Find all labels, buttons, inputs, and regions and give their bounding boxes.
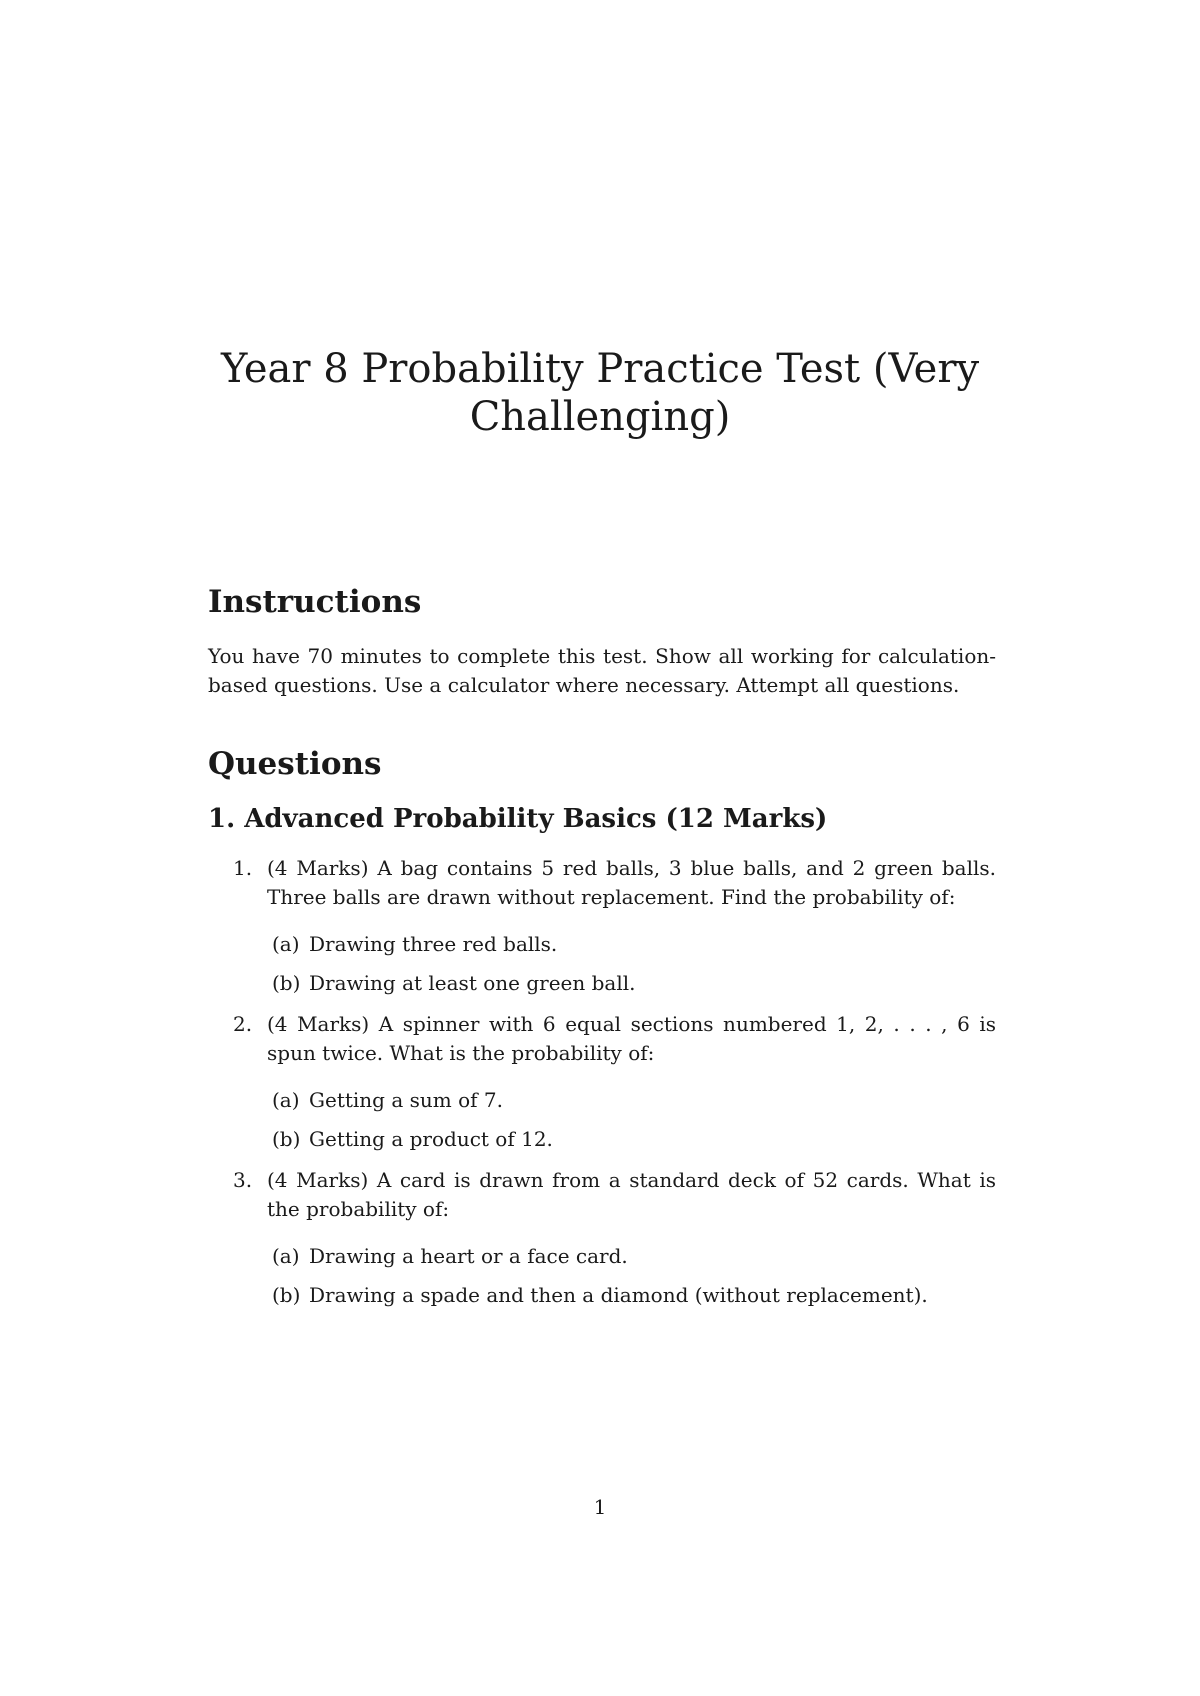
question-number: 1. — [233, 856, 253, 880]
part-label: (b) — [272, 971, 301, 995]
question-text: (4 Marks) A card is drawn from a standard deck of 52 cards. What is the probability of: — [267, 1168, 996, 1221]
page-number: 1 — [593, 1495, 607, 1519]
question-text: (4 Marks) A bag contains 5 red balls, 3 blue balls, and 2 green balls. Three balls are drawn without replacement. Find the probability of: — [267, 856, 996, 909]
question-parts — [267, 1086, 996, 1154]
question-part — [267, 930, 996, 959]
part-label: (a) — [272, 932, 300, 956]
part-text: Getting a product of 12. — [309, 1127, 553, 1151]
question-number: 3. — [233, 1168, 253, 1192]
question-part — [267, 1242, 996, 1271]
part-label: (a) — [272, 1244, 300, 1268]
question-part — [267, 1281, 996, 1310]
instructions-heading: Instructions — [208, 584, 422, 620]
part-text: Drawing a spade and then a diamond (without replacement). — [309, 1283, 928, 1307]
question-number: 2. — [233, 1012, 253, 1036]
part-label: (a) — [272, 1088, 300, 1112]
question-parts — [267, 1242, 996, 1310]
question-1 — [208, 854, 996, 998]
instructions-text: You have 70 minutes to complete this test. Show all working for calculation-based questions. Use a calculator where necessary. Attempt all questions. — [208, 644, 996, 697]
part-label: (b) — [272, 1283, 301, 1307]
questions-heading: Questions — [208, 746, 382, 782]
questions-section — [208, 745, 996, 1320]
question-parts — [267, 930, 996, 998]
part-label: (b) — [272, 1127, 301, 1151]
question-part — [267, 969, 996, 998]
question-list — [208, 854, 996, 1310]
part-text: Drawing at least one green ball. — [309, 971, 636, 995]
question-part — [267, 1125, 996, 1154]
question-text: (4 Marks) A spinner with 6 equal sections numbered 1, 2, . . . , 6 is spun twice. What is the probability of: — [267, 1012, 996, 1065]
question-2 — [208, 1010, 996, 1154]
question-3 — [208, 1166, 996, 1310]
part-text: Getting a sum of 7. — [309, 1088, 503, 1112]
section-1-heading: 1. Advanced Probability Basics (12 Marks) — [208, 804, 828, 834]
document-title: Year 8 Probability Practice Test (Very Challenging) — [220, 346, 980, 440]
instructions-section — [208, 583, 996, 700]
part-text: Drawing three red balls. — [309, 932, 558, 956]
part-text: Drawing a heart or a face card. — [309, 1244, 628, 1268]
question-part — [267, 1086, 996, 1115]
